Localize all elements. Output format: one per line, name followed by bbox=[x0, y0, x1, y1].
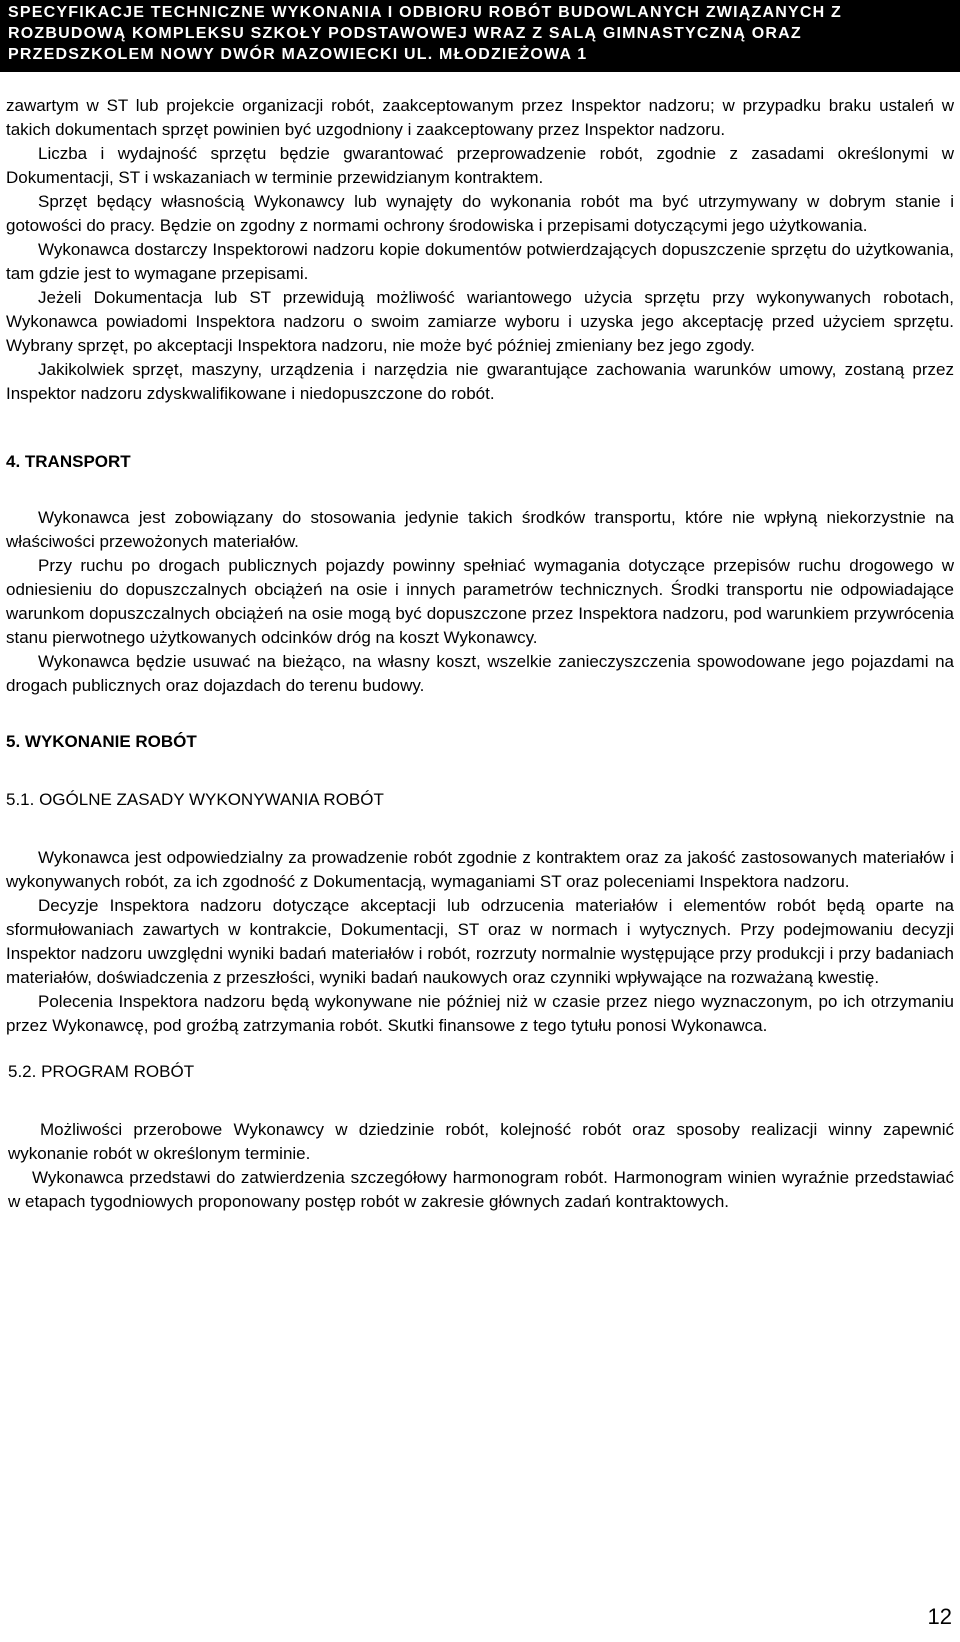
header-line-1: SPECYFIKACJE TECHNICZNE WYKONANIA I ODBIORU ROBÓT BUDOWLANYCH ZWIĄZANYCH Z bbox=[8, 4, 842, 21]
header-line-2: ROZBUDOWĄ KOMPLEKSU SZKOŁY PODSTAWOWEJ WRAZ Z SALĄ GIMNASTYCZNĄ ORAZ bbox=[8, 25, 802, 42]
subsection-heading-general: 5.1. OGÓLNE ZASADY WYKONYWANIA ROBÓT bbox=[6, 790, 384, 809]
document-body bbox=[0, 94, 960, 1214]
paragraph: zawartym w ST lub projekcie organizacji robót, zaakceptowanym przez Inspektor nadzoru; w przypadku braku ustaleń w takich dokumentach sprzęt powinien być uzgodniony i zaakceptowany przez Inspektor nadzoru. bbox=[6, 96, 954, 139]
paragraph: Sprzęt będący własnością Wykonawcy lub wynajęty do wykonania robót ma być utrzymywany w dobrym stanie i gotowości do pracy. Będzie on zgodny z normami ochrony środowiska i przepisami dotyczącymi jego użytkowania. bbox=[6, 192, 954, 235]
paragraph: Możliwości przerobowe Wykonawcy w dziedzinie robót, kolejność robót oraz sposoby realizacji winny zapewnić wykonanie robót w określonym terminie. bbox=[8, 1120, 954, 1163]
subsection-heading-program: 5.2. PROGRAM ROBÓT bbox=[8, 1062, 195, 1081]
paragraph: Przy ruchu po drogach publicznych pojazdy powinny spełniać wymagania dotyczące przepisów ruchu drogowego w odniesieniu do dopuszczalnych obciążeń na osie i innych parametrów technicznych. Środki transportu nie odpowiadające warunkom dopuszczalnych obciążeń na osie mogą być dopuszczone przez Inspektora nadzoru, pod warunkiem przywrócenia stanu pierwotnego użytkowanych odcinków dróg na koszt Wykonawcy. bbox=[6, 556, 954, 647]
section-heading-transport: 4. TRANSPORT bbox=[6, 452, 131, 471]
page-number: 12 bbox=[927, 1604, 952, 1629]
header-line-3: PRZEDSZKOLEM NOWY DWÓR MAZOWIECKI UL. MŁODZIEŻOWA 1 bbox=[8, 46, 588, 63]
paragraph: Wykonawca przedstawi do zatwierdzenia szczegółowy harmonogram robót. Harmonogram winien wyraźnie przedstawiać w etapach tygodniowych proponowany postęp robót w zakresie głównych zadań kontraktowych. bbox=[8, 1168, 954, 1211]
paragraph: Wykonawca jest zobowiązany do stosowania jedynie takich środków transportu, które nie wpłyną niekorzystnie na właściwości przewożonych materiałów. bbox=[6, 508, 954, 551]
paragraph: Wykonawca będzie usuwać na bieżąco, na własny koszt, wszelkie zanieczyszczenia spowodowane jego pojazdami na drogach publicznych oraz dojazdach do terenu budowy. bbox=[6, 652, 954, 695]
document-header bbox=[0, 0, 960, 72]
paragraph: Jeżeli Dokumentacja lub ST przewidują możliwość wariantowego użycia sprzętu przy wykonywanych robotach, Wykonawca powiadomi Inspektora nadzoru o swoim zamiarze wyboru i uzyska jego akceptację przed użyciem sprzętu. Wybrany sprzęt, po akceptacji Inspektora nadzoru, nie może być później zmieniany bez jego zgody. bbox=[6, 288, 954, 355]
paragraph: Jakikolwiek sprzęt, maszyny, urządzenia i narzędzia nie gwarantujące zachowania warunków umowy, zostaną przez Inspektor nadzoru zdyskwalifikowane i niedopuszczone do robót. bbox=[6, 360, 954, 403]
paragraph: Decyzje Inspektora nadzoru dotyczące akceptacji lub odrzucenia materiałów i elementów robót będą oparte na sformułowaniach zawartych w kontrakcie, Dokumentacji, ST oraz w normach i wytycznych. Przy podejmowaniu decyzji Inspektor nadzoru uwzględni wyniki badań materiałów i robót, rozrzuty normalnie występujące przy produkcji i przy badaniach materiałów, doświadczenia z przeszłości, wyniki badań naukowych oraz czynniki wpływające na rozważaną kwestię. bbox=[6, 896, 954, 987]
paragraph: Wykonawca jest odpowiedzialny za prowadzenie robót zgodnie z kontraktem oraz za jakość zastosowanych materiałów i wykonywanych robót, za ich zgodność z Dokumentacją, wymaganiami ST oraz poleceniami Inspektora nadzoru. bbox=[6, 848, 954, 891]
paragraph: Liczba i wydajność sprzętu będzie gwarantować przeprowadzenie robót, zgodnie z zasadami określonymi w Dokumentacji, ST i wskazaniach w terminie przewidzianym kontraktem. bbox=[6, 144, 954, 187]
paragraph: Wykonawca dostarczy Inspektorowi nadzoru kopie dokumentów potwierdzających dopuszczenie sprzętu do użytkowania, tam gdzie jest to wymagane przepisami. bbox=[6, 240, 954, 283]
section-heading-works: 5. WYKONANIE ROBÓT bbox=[6, 732, 197, 751]
paragraph: Polecenia Inspektora nadzoru będą wykonywane nie później niż w czasie przez niego wyznaczonym, po ich otrzymaniu przez Wykonawcę, pod groźbą zatrzymania robót. Skutki finansowe z tego tytułu ponosi Wykonawca. bbox=[6, 992, 954, 1035]
